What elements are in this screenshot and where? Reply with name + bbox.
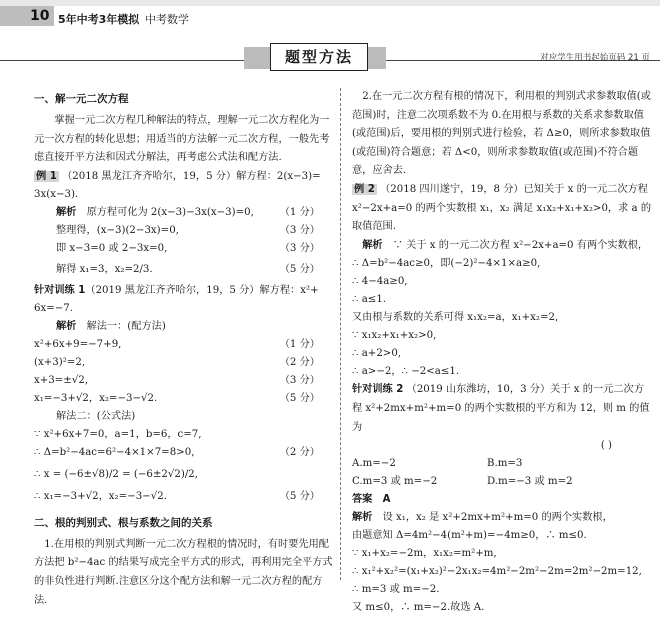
section-heading-2: 二、根的判别式、根与系数之间的关系: [34, 516, 213, 529]
left-column: [34, 88, 334, 610]
solution-2-line: ∴ x = (−6±√8)/2 = (−6±2√2)/2,: [34, 468, 198, 480]
training-2-label: 针对训练 2: [352, 384, 404, 396]
example-1-cont: 3x(x−3).: [34, 188, 79, 200]
method-paragraph-2: 2.在一元二次方程有根的情况下，利用根的判别式求参数取值(或范围)时，注意二次项系数不为 0.在用根与系数的关系求参数取值(或范围)后，要用根的判别式进行检验，若 Δ≥0，则所求参数取值(或范围)符合题意；若 Δ<0，则所求参数取值(或范围)不符合题意，应舍去.: [352, 91, 651, 177]
solution-2-line: 解析 解法一：(配方法): [56, 320, 166, 332]
solution-4-line: ∴ m=3 或 m=−2.: [352, 584, 440, 596]
option-a: A.m=−2: [352, 458, 396, 470]
training-1-label: 针对训练 1: [34, 284, 86, 296]
solution-2-line: x²+6x+9=−7+9, （1 分）: [34, 336, 334, 354]
example-2-label: 例 2: [354, 183, 375, 195]
header-bar: [0, 0, 660, 6]
points: （3 分）: [279, 224, 320, 236]
solution-3-line: ∴ a+2>0,: [352, 348, 402, 360]
solution-1-line: 解析 原方程可化为 2(x−3)−3x(x−3)=0, （1 分）: [34, 204, 334, 222]
subject-label: 中考数学: [145, 13, 189, 26]
example-1: [34, 168, 334, 186]
solution-3-line: 又由根与系数的关系可得 x₁x₂=a，x₁+x₂=2,: [352, 312, 559, 324]
solution-2-line: ∴ x₁=−3+√2，x₂=−3−√2. （5 分）: [34, 488, 334, 506]
page-header: [0, 0, 660, 26]
option-d: D.m=−3 或 m=2: [487, 476, 573, 488]
solution-3-line: ∴ a≤1.: [352, 294, 387, 306]
solution-1-line: 整理得，(x−3)(2−3x)=0, （3 分）: [34, 222, 334, 240]
solution-2-line: (x+3)²=2, （2 分）: [34, 354, 334, 372]
solution-3-line: ∴ 4−4a≥0,: [352, 276, 408, 288]
section-banner: [0, 47, 660, 71]
column-divider: [340, 88, 341, 580]
page-reference: 对应学生用书起始页码 21 页: [540, 53, 650, 63]
solution-2-line: ∵ x²+6x+7=0，a=1，b=6，c=7,: [34, 428, 202, 440]
example-2: [352, 181, 652, 237]
training-1: [34, 282, 334, 300]
answer-value: A: [382, 494, 391, 506]
solution-3-line: 解析 ∵ 关于 x 的一元二次方程 x²−2x+a=0 有两个实数根，: [362, 239, 649, 251]
book-title: 5年中考3年模拟: [58, 13, 140, 26]
points: （5 分）: [279, 490, 320, 502]
solution-3-line: ∴ Δ=b²−4ac≥0，即(−2)²−4×1×a≥0,: [352, 258, 541, 270]
points: （1 分）: [279, 338, 320, 350]
intro-paragraph: 掌握一元二次方程几种解法的特点，理解一元二次方程化为一元一次方程的转化思想；用适当的方法解一元二次方程，一般先考虑直接开平方法和因式分解法，再考虑公式法和配方法.: [34, 115, 330, 164]
training-2: [352, 381, 652, 437]
training-1-text: （2019 黑龙江齐齐哈尔，19，5 分）解方程：x²+: [85, 284, 319, 296]
answer-row: 答案 A: [352, 494, 391, 506]
points: （5 分）: [279, 392, 320, 404]
solution-4-line: 由题意知 Δ=4m²−4(m²+m)=−4m≥0，∴ m≤0.: [352, 530, 587, 542]
banner-title: 题型方法: [270, 43, 368, 71]
option-c: C.m=3 或 m=−2: [352, 476, 438, 488]
example-1-text: （2018 黑龙江齐齐哈尔，19，5 分）解方程：2(x−3)=: [62, 170, 321, 182]
right-column: [352, 88, 652, 617]
solution-4-line: 解析 设 x₁，x₂ 是 x²+2mx+m²+m=0 的两个实数根，: [352, 512, 613, 524]
answer-parenthesis: ( ): [600, 440, 612, 452]
points: （3 分）: [279, 374, 320, 386]
solution-4-line: ∴ x₁²+x₂²=(x₁+x₂)²−2x₁x₂=4m²−2m²−2m=2m²−2m=12,: [352, 566, 642, 578]
training-1-cont: 6x=−7.: [34, 302, 74, 314]
solution-3-line: ∵ x₁x₂+x₁+x₂>0,: [352, 330, 437, 342]
solution-1-line: 解得 x₁=3，x₂=2/3. （5 分）: [34, 258, 334, 282]
solution-2-line: x₁=−3+√2，x₂=−3−√2. （5 分）: [34, 390, 334, 408]
section-heading-1: 一、解一元二次方程: [34, 93, 129, 105]
example-2-text: （2018 四川遂宁，19，8 分）已知关于 x 的一元二次方程 x²−2x+a=0 的两个实数根 x₁，x₂ 满足 x₁x₂+x₁+x₂>0，求 a 的取值范围.: [352, 183, 652, 233]
options-row: [352, 473, 652, 491]
points: （5 分）: [279, 263, 320, 275]
method-paragraph-1: 1.在用根的判别式判断一元二次方程根的情况时，有时要先用配方法把 b²−4ac 的结果写成完全平方式的形式，再利用完全平方式的非负性进行判断.注意区分这个配方法和解一元二次方程的配方法.: [34, 538, 333, 606]
solution-4-line: ∵ x₁+x₂=−2m，x₁x₂=m²+m,: [352, 548, 497, 560]
page-number: 10: [30, 8, 50, 24]
example-1-label: 例 1: [36, 170, 57, 182]
points: （2 分）: [279, 446, 320, 458]
solution-2-line: x+3=±√2, （3 分）: [34, 372, 334, 390]
solution-2-line: ∴ Δ=b²−4ac=6²−4×1×7=8>0, （2 分）: [34, 444, 334, 462]
points: （3 分）: [279, 242, 320, 254]
solution-2-line: 解法二：(公式法): [56, 410, 136, 422]
training-2-text: （2019 山东潍坊，10，3 分）关于 x 的一元二次方程 x²+2mx+m²+m=0 的两个实数根的平方和为 12，则 m 的值为: [352, 384, 650, 433]
option-b: B.m=3: [487, 458, 523, 470]
options-row: [352, 455, 652, 473]
solution-4-line: 又 m≤0，∴ m=−2.故选 A.: [352, 602, 485, 614]
solution-1-line: 即 x−3=0 或 2−3x=0, （3 分）: [34, 240, 334, 258]
points: （2 分）: [279, 356, 320, 368]
solution-3-line: ∴ a>−2，∴ −2<a≤1.: [352, 366, 460, 378]
points: （1 分）: [279, 206, 320, 218]
